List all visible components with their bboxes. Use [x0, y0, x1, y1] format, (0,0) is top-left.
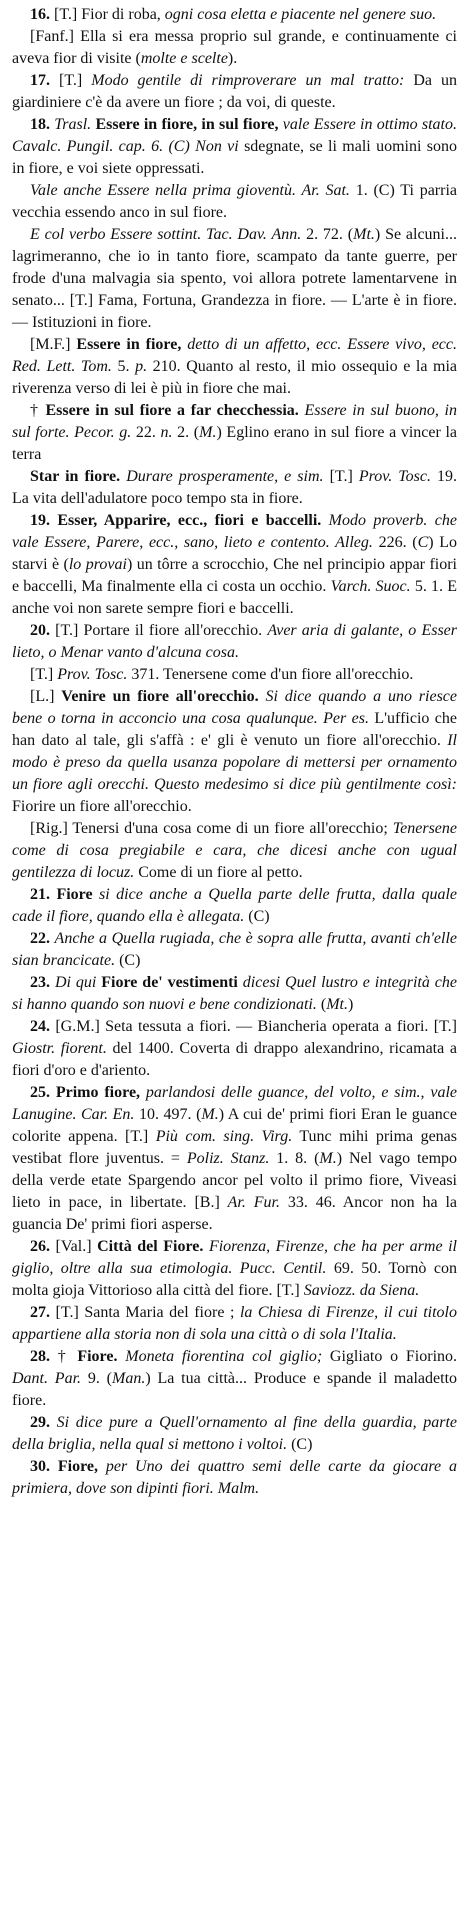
dictionary-entry — [12, 4, 457, 26]
dictionary-entry — [12, 884, 457, 928]
entry-italic-text: Si dice quando a uno riesce bene o torna in acconcio una cosa qualunque. Per es. — [12, 688, 458, 727]
entry-text: 5. — [117, 358, 136, 375]
entry-text: [T.] — [30, 666, 58, 683]
entry-italic-text: Prov. Tosc. — [57, 666, 128, 683]
entry-text: ) Lo starvi è ( — [12, 534, 458, 573]
entry-italic-text: E col verbo Essere sottint. Tac. Dav. Ann. — [30, 226, 307, 243]
entry-italic-text: Essere in sul buono, in sul forte. Pecor. g. — [12, 402, 458, 441]
entry-text: 2. ( — [172, 424, 200, 441]
entry-italic-text: Dant. Par. — [12, 1370, 82, 1387]
entry-italic-text: p. — [135, 358, 148, 375]
entry-text: [Fanf.] Ella si era messa proprio sul grande, e continuamente ci aveva fior di visite ( — [12, 28, 457, 67]
entry-italic-text: Fiorenza, Firenze, che ha per arme il giglio, oltre alla sua etimologia. Pucc. Centil. — [12, 1238, 457, 1277]
entry-text: ) Nel vago tempo della verde etate Spargendo ancor pel volto il primo fiore, Viveasi lieto in pace, in libertate. [B.] — [12, 1150, 458, 1211]
dictionary-entry — [12, 114, 457, 180]
entry-text: (C) — [287, 1436, 313, 1453]
entry-italic-text: Moneta fiorentina col giglio; — [117, 1348, 323, 1365]
entry-text: 22. — [135, 424, 161, 441]
dictionary-entry — [12, 928, 457, 972]
entry-italic-text: Saviozz. da Siena. — [303, 1282, 420, 1299]
dictionary-entry — [12, 26, 457, 70]
dictionary-entry — [12, 334, 457, 400]
entry-italic-text: M. — [199, 424, 217, 441]
entry-italic-text: detto di un affetto, ecc. Essere vivo, ecc. Red. Lett. Tom. — [12, 336, 458, 375]
entry-text: [L.] — [30, 688, 62, 705]
entry-italic-text: Vale anche Essere nella prima gioventù. Ar. Sat. — [30, 182, 356, 199]
entry-bold-text: Essere in fiore, in sul fiore, — [95, 116, 279, 133]
dictionary-entry — [12, 1412, 457, 1456]
dictionary-entry — [12, 224, 457, 334]
entry-text: [T.] — [323, 468, 359, 485]
entry-bold-text: 25. — [30, 1084, 56, 1101]
entry-text: sdegnate, se li mali uomini sono in fiore, e voi siete oppressati. — [12, 138, 457, 177]
entry-text: L'ufficio che han dato al tale, gli s'affà : e' gli è venuto un fiore all'orecchio. — [12, 710, 458, 749]
entry-bold-text: 23. — [30, 974, 55, 991]
entry-bold-text: Star in fiore. — [30, 468, 121, 485]
entry-italic-text: molte e scelte — [140, 50, 228, 67]
entry-text: † — [57, 1348, 78, 1365]
entry-italic-text: M. — [201, 1106, 219, 1123]
entry-text: 5. 1. E anche voi non sarete sempre fiori e baccelli. — [12, 578, 458, 617]
entry-italic-text: n. — [160, 424, 173, 441]
dictionary-entry — [12, 1456, 457, 1500]
entry-text: Gigliato o Fiorino. — [322, 1348, 458, 1365]
entry-text: [T.] Santa Maria del fiore ; — [55, 1304, 240, 1321]
entry-italic-text: dicesi Quel lustro e integrità che si hanno quando son nuovi e bene condizionati. — [12, 974, 458, 1013]
entry-bold-text: Fiore. — [77, 1348, 118, 1365]
entry-italic-text: Poliz. Stanz. — [186, 1150, 270, 1167]
entry-text: 371. Tenersene come d'un fiore all'orecchio. — [127, 666, 414, 683]
entry-text: Come di un fiore al petto. — [134, 864, 303, 881]
entry-bold-text: 24. — [30, 1018, 56, 1035]
entry-text: (C) — [244, 908, 270, 925]
entry-bold-text: Primo fiore, — [55, 1084, 141, 1101]
dictionary-entry — [12, 1302, 457, 1346]
dictionary-entry — [12, 972, 457, 1016]
dictionary-entry — [12, 1236, 457, 1302]
entry-text: [Rig.] Tenersi d'una cosa come di un fiore all'orecchio; — [30, 820, 393, 837]
entry-bold-text: Esser, Apparire, ecc., fiori e baccelli. — [57, 512, 322, 529]
entry-bold-text: 29. — [30, 1414, 57, 1431]
entry-text: [T.] — [59, 72, 92, 89]
entry-text: del 1400. Coverta di drappo alexandrino, ricamata a fiori d'oro e d'ariento. — [12, 1040, 458, 1079]
entry-text: [M.F.] — [30, 336, 77, 353]
entry-text: 33. 46. Ancor non ha la guancia De' primi fiori asperse. — [12, 1194, 458, 1233]
dictionary-entry — [12, 510, 457, 620]
entry-italic-text: Aver aria di galante, o Esser lieto, o Menar vanto d'alcuna cosa. — [12, 622, 458, 661]
entry-text: ) Eglino erano in sul fiore a vincer la terra — [12, 424, 458, 463]
entry-italic-text: parlandosi delle guance, del volto, e sim., vale Lanugine. Car. En. — [12, 1084, 458, 1123]
entry-text: ). — [227, 50, 238, 67]
dictionary-entry — [12, 180, 457, 224]
entry-italic-text: Si dice pure a Quell'ornamento al fine della guardia, parte della briglia, nella qual si mettono i voltoi. — [12, 1414, 458, 1453]
entry-bold-text: 27. — [30, 1304, 56, 1321]
entry-text: † — [30, 402, 46, 419]
entry-text: Da un giardiniere c'è da avere un fiore ; da voi, di queste. — [12, 72, 458, 111]
entry-bold-text: 30. — [30, 1458, 58, 1475]
entry-bold-text: Venire un fiore all'orecchio. — [61, 688, 259, 705]
entry-bold-text: Città del Fiore. — [97, 1238, 204, 1255]
entry-bold-text: 18. — [30, 116, 55, 133]
entry-bold-text: Fiore de' vestimenti — [101, 974, 238, 991]
entry-italic-text: si dice anche a Quella parte delle frutta, dalla quale cade il fiore, quando ella è allegata. — [12, 886, 458, 925]
entry-bold-text: Fiore, — [57, 1458, 98, 1475]
entry-text: 2. 72. ( — [306, 226, 354, 243]
entry-italic-text: Modo gentile di rimproverare un mal tratto: — [91, 72, 405, 89]
entry-bold-text: Fiore — [56, 886, 93, 903]
entry-bold-text: 19. — [30, 512, 58, 529]
entry-italic-text: C — [417, 534, 429, 551]
entry-text: Fiorire un fiore all'orecchio. — [12, 798, 192, 815]
entry-italic-text: Il modo è preso da quella usanza popolare di mettersi per ornamento un fiore agli orecchi. Questo medesimo si dice più gentilmente così: — [12, 732, 457, 793]
dictionary-entry — [12, 1082, 457, 1236]
entry-bold-text: 21. — [30, 886, 57, 903]
entry-italic-text: Modo proverb. che vale Essere, Parere, ecc., sano, lieto e contento. Alleg. — [12, 512, 458, 551]
entry-italic-text: ogni cosa eletta e piacente nel genere suo. — [164, 6, 437, 23]
dictionary-entry — [12, 664, 457, 686]
entry-text: 69. 50. Tornò con molta gioja Vittorioso alla città del fiore. [T.] — [12, 1260, 457, 1299]
entry-italic-text: Prov. Tosc. — [358, 468, 431, 485]
entry-text: ) — [347, 996, 354, 1013]
entry-text: 9. ( — [81, 1370, 112, 1387]
entry-text: [Val.] — [55, 1238, 98, 1255]
dictionary-entry — [12, 686, 457, 818]
entry-italic-text: lo provai — [68, 556, 127, 573]
entry-italic-text: M. — [319, 1150, 337, 1167]
entry-italic-text: Giostr. fiorent. — [12, 1040, 107, 1057]
entry-bold-text: 28. — [30, 1348, 58, 1365]
entry-text: [T.] Fior di roba, — [54, 6, 165, 23]
entry-italic-text: Più com. sing. Virg. — [155, 1128, 293, 1145]
entry-text: 19. La vita dell'adulatore poco tempo sta in fiore. — [12, 468, 458, 507]
entry-text: 1. (C) Ti parria vecchia essendo anco in sul fiore. — [12, 182, 458, 221]
entry-bold-text: 26. — [30, 1238, 56, 1255]
dictionary-entry — [12, 70, 457, 114]
entry-text: 210. Quanto al resto, il mio ossequio e la mia riverenza verso di lei è più in fiore che mai. — [12, 358, 458, 397]
entry-text: 226. ( — [378, 534, 418, 551]
dictionary-entry — [12, 620, 457, 664]
entry-italic-text: Mt. — [353, 226, 375, 243]
entry-text: ) un tôrre a scrocchio, Che nel principio appar fiori e baccelli, Ma finalmente ella ci costa un occhio. — [12, 556, 458, 595]
entry-text: [G.M.] Seta tessuta a fiori. — Biancheria operata a fiori. [T.] — [55, 1018, 457, 1035]
entry-bold-text: Essere in fiore, — [76, 336, 182, 353]
entry-italic-text: Tenersene come di cosa pregiabile e cara, che dicesi anche con ugual gentilezza di locuz. — [12, 820, 457, 881]
dictionary-entry — [12, 400, 457, 466]
entry-bold-text: Essere in sul fiore a far checchessia. — [45, 402, 299, 419]
entry-italic-text: Man. — [112, 1370, 146, 1387]
dictionary-entry — [12, 466, 457, 510]
entry-text: ) La tua città... Produce e spande il maladetto fiore. — [12, 1370, 458, 1409]
entry-bold-text: 16. — [30, 6, 54, 23]
entry-italic-text: Ar. Fur. — [227, 1194, 280, 1211]
entry-italic-text: Di qui — [54, 974, 102, 991]
entry-text: [T.] Portare il fiore all'orecchio. — [55, 622, 268, 639]
dictionary-entry — [12, 1346, 457, 1412]
entry-text: ( — [316, 996, 327, 1013]
entry-text: 1. 8. ( — [269, 1150, 320, 1167]
entry-italic-text: vale Essere in ottimo stato. Cavalc. Pungil. cap. 6. (C) Non vi — [12, 116, 457, 155]
entry-italic-text: Trasl. — [54, 116, 96, 133]
entry-italic-text: la Chiesa di Firenze, il cui titolo appartiene alla storia non di sola una città o di sola l'Italia. — [12, 1304, 458, 1343]
entry-bold-text: 20. — [30, 622, 56, 639]
dictionary-entry — [12, 818, 457, 884]
entry-text: Tunc mihi prima genas vestibat flore juventus. = — [12, 1128, 458, 1167]
entry-italic-text: Varch. Suoc. — [330, 578, 411, 595]
entry-italic-text: per Uno dei quattro semi delle carte da giocare a primiera, dove son dipinti fiori. Malm. — [12, 1458, 458, 1497]
entry-text: ) Se alcuni... lagrimeranno, che io in tanto fiore, scampato da tante guerre, per frode d'una malvagia sia spento, voi allora potrete lamentarvene in senato... [T.] Fama, Fortuna, Grandezza in fiore. — L'arte è in fiore. — Istituzioni in fiore. — [12, 226, 458, 331]
entry-italic-text: Mt. — [326, 996, 348, 1013]
entry-italic-text: Anche a Quella rugiada, che è sopra alle frutta, avanti ch'elle sian brancicate. — [12, 930, 458, 969]
entry-text: ) A cui de' primi fiori Eran le guance colorite appena. [T.] — [12, 1106, 458, 1145]
dictionary-entry — [12, 1016, 457, 1082]
entry-text: (C) — [115, 952, 141, 969]
entry-bold-text: 17. — [30, 72, 59, 89]
entry-bold-text: 22. — [30, 930, 55, 947]
entry-text: 10. 497. ( — [134, 1106, 202, 1123]
entry-italic-text: Durare prosperamente, e sim. — [120, 468, 324, 485]
